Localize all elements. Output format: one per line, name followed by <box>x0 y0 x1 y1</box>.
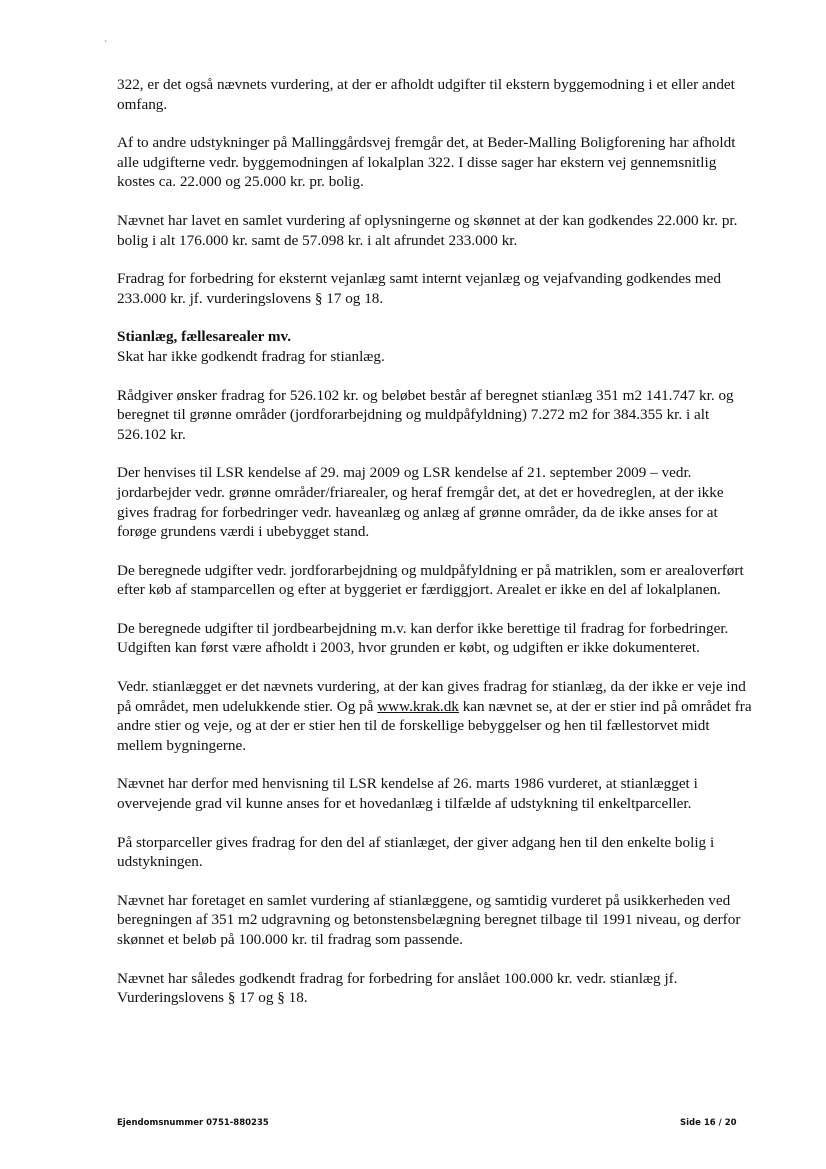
paragraph-5: Skat har ikke godkendt fradrag for stianlæg. <box>117 347 385 365</box>
paragraph-3: Nævnet har lavet en samlet vurdering af oplysningerne og skønnet at der kan godkendes 22.000 kr. pr. bolig i alt 176.000 kr. samt de 57.098 kr. i alt afrundet 233.000 kr. <box>117 211 738 249</box>
paragraph-1: 322, er det også nævnets vurdering, at der er afholdt udgifter til ekstern byggemodning i et eller andet omfang. <box>117 76 735 113</box>
paragraph-7: Der henvises til LSR kendelse af 29. maj 2009 og LSR kendelse af 21. september 2009 – vedr. jordarbejder vedr. grønne områder/friarealer, og heraf fremgår det, at det er hovedreglen, at der ikke gives fradrag for forbedringer vedr. haveanlæg og anlæg af grønne områder, da de ikke anses for at forøge grundens værdi i ubebygget stand. <box>117 464 724 541</box>
krak-link[interactable]: www.krak.dk <box>377 697 459 715</box>
paragraph-11: Nævnet har derfor med henvisning til LSR kendelse af 26. marts 1986 vurderet, at stianlægget i overvejende grad vil kunne anses for et hovedanlæg i tilfælde af udstykning til enkeltparceller. <box>117 775 698 813</box>
paragraph-12: På storparceller gives fradrag for den del af stianlæget, der giver adgang hen til den enkelte bolig i udstykningen. <box>117 833 715 871</box>
paragraph-10-end: kan nævnet se, at der er stier ind på området fra andre stier og veje, og at der er stier hen til de forskellige bebyggelser og hen til fællestorvet midt mellem bygningerne. <box>117 697 752 754</box>
property-number: Ejendomsnummer 0751-880235 <box>117 1118 269 1128</box>
paragraph-8: De beregnede udgifter vedr. jordforarbejdning og muldpåfyldning er på matriklen, som er arealoverført efter køb af stamparcellen og efter at byggeriet er færdiggjort. Arealet er ikke en del af lokalplanen. <box>117 561 744 599</box>
scan-mark: ` <box>104 40 108 49</box>
paragraph-6: Rådgiver ønsker fradrag for 526.102 kr. og beløbet består af beregnet stianlæg 351 m2 141.747 kr. og beregnet til grønne områder (jordforarbejdning og muldpåfyldning) 7.272 m2 for 384.355 kr. i alt 526.102 kr. <box>117 386 734 443</box>
paragraph-9: De beregnede udgifter til jordbearbejdning m.v. kan derfor ikke berettige til fradrag for forbedringer. Udgiften kan først være afholdt i 2003, hvor grunden er købt, og udgiften er ikke dokumenteret. <box>117 619 729 657</box>
paragraph-13: Nævnet har foretaget en samlet vurdering af stianlæggene, og samtidig vurderet på usikkerheden ved beregningen af 351 m2 udgravning og betonstensbelægning beregnet tilbage til 1991 niveau, og derfor skønnet et beløb på 100.000 kr. til fradrag som passende. <box>117 891 741 948</box>
page-number: Side 16 / 20 <box>680 1118 737 1128</box>
body-text <box>117 75 753 1008</box>
section-heading: Stianlæg, fællesarealer mv. <box>117 328 292 346</box>
paragraph-10-start: Vedr. stianlægget er det nævnets vurdering, at der kan gives fradrag for stianlæg, da der ikke er veje ind på området, men udelukkende stier. Og på <box>117 678 746 715</box>
paragraph-10 <box>117 677 753 755</box>
paragraph-14: Nævnet har således godkendt fradrag for forbedring for anslået 100.000 kr. vedr. stianlæg jf. Vurderingslovens § 17 og § 18. <box>117 969 678 1007</box>
paragraph-2: Af to andre udstykninger på Mallinggårdsvej fremgår det, at Beder-Malling Boligforening har afholdt alle udgifterne vedr. byggemodningen af lokalplan 322. I disse sager har ekstern vej gennemsnitlig kostes ca. 22.000 og 25.000 kr. pr. bolig. <box>117 134 736 191</box>
paragraph-4: Fradrag for forbedring for eksternt vejanlæg samt internt vejanlæg og vejafvanding godkendes med 233.000 kr. jf. vurderingslovens § 17 og 18. <box>117 270 721 307</box>
